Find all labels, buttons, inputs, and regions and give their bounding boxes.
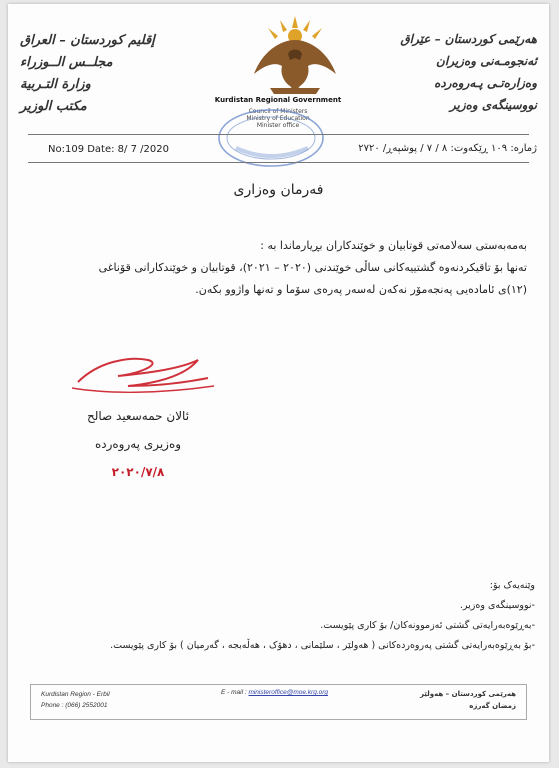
reference-divider — [28, 162, 529, 163]
copies-line: -نووسینگەی وەزیر. — [459, 600, 535, 611]
signer-position: وەزیری پەروەردە — [94, 437, 182, 451]
copies-heading: وێنەیەک بۆ: — [489, 580, 535, 591]
header-kurdish-line: ئەنجومـەنی وەزیران — [436, 54, 537, 68]
document-body — [30, 235, 527, 301]
footer-kurdish-line: هەرێمی کوردستان – هەولێر — [419, 690, 516, 698]
body-line: تەنها بۆ تاقیکردنەوە گشتییەکانی ساڵی خوێندنی (٢٠٢٠ – ٢٠٢١)، قوتابیان و خوێندکارانی قۆناغی — [98, 261, 527, 274]
header-kurdish — [362, 28, 537, 116]
reference-number-kurdish: ژمارە: ١٠٩ ڕێکەوت: ٨ / ٧ / پوشپەڕ/ ٢٧٢٠ — [358, 143, 537, 154]
signer-block — [68, 402, 208, 486]
copies-line: -بەڕێوەبەرایەتی گشتی ئەزموونەکان/ بۆ کاری پێویست. — [320, 620, 535, 631]
official-stamp-icon — [216, 108, 326, 176]
footer-email-link[interactable]: ministeroffice@moe.krg.org — [248, 689, 329, 696]
body-line: بەمەبەستی سەلامەتی قوتابیان و خوێندکاران بڕیارماندا بە : — [260, 239, 527, 252]
ministry-line: Ministry of Education — [246, 115, 310, 122]
footer-box — [30, 684, 527, 720]
footer-phone: Phone : (066) 2552001 — [41, 702, 108, 709]
copies-list — [35, 576, 535, 656]
letter-page — [8, 4, 549, 762]
document-title: فەرمان وەزاری — [233, 182, 324, 198]
header-arabic-line: مكتب الوزير — [20, 99, 87, 114]
krg-emblem-icon — [230, 14, 360, 96]
header-arabic-line: مجلــس الــوزراء — [20, 55, 113, 70]
header-kurdish-line: هەرێمی کوردستان – عێراق — [400, 32, 537, 46]
header-arabic-line: إقليم كوردستان – العراق — [20, 33, 155, 48]
header-kurdish-line: وەزارەتـی پـەروەردە — [434, 76, 537, 90]
signer-name: ئالان حمەسعید صالح — [86, 409, 190, 423]
copies-line: -بۆ بەڕێوەبەرایەتی گشتی پەروەردەکانی ( هەولێر ، سلێمانی ، دهۆک ، هەڵەبجە ، گەرمیان ) بۆ کاری پێویست. — [110, 640, 535, 651]
handwritten-signature-icon — [68, 352, 218, 402]
header-arabic-line: وزارة التـربية — [20, 77, 91, 92]
header-kurdish-line: نووسینگەی وەزیر — [449, 98, 537, 112]
reference-number-english: No:109 Date: 8/ 7 /2020 — [48, 144, 169, 155]
header-divider — [28, 134, 529, 135]
footer-email — [221, 689, 328, 696]
signer-date: ٢٠٢٠/٧/٨ — [111, 465, 165, 479]
ministry-line: Council of Ministers — [248, 108, 308, 115]
body-line: (١٢)ی ئامادەیی پەنجەمۆر نەکەن لەسەر پەرەی سۆما و تەنها واژوو بکەن. — [195, 283, 527, 296]
header-arabic — [20, 30, 190, 118]
ministry-line: Minister office — [256, 122, 300, 129]
government-name: Kurdistan Regional Government — [214, 96, 342, 104]
footer-contact — [41, 689, 110, 711]
footer-email-label: E - mail : — [221, 689, 249, 696]
footer-location: Kurdistan Region - Erbil — [41, 691, 110, 698]
footer-kurdish-line: زمضان گەرزە — [469, 702, 516, 710]
footer-kurdish — [420, 688, 516, 712]
